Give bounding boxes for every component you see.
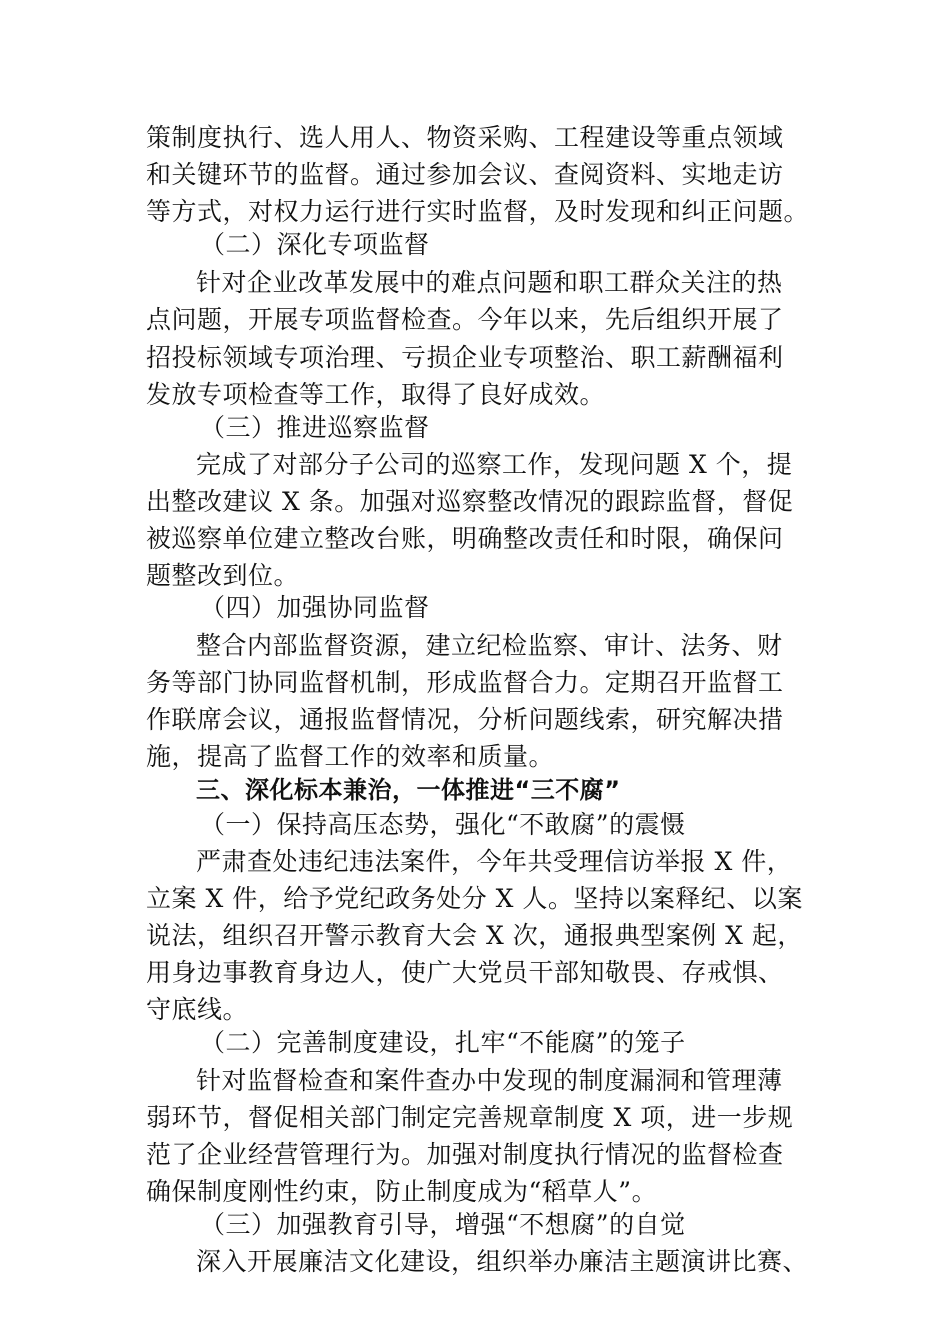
body-text-line: 和关键环节的监督。通过参加会议、查阅资料、实地走访 — [146, 160, 784, 189]
body-text-line: 弱环节，督促相关部门制定完善规章制度 X 项，进一步规 — [146, 1103, 794, 1132]
body-text-line: 立案 X 件，给予党纪政务处分 X 人。坚持以案释纪、以案 — [146, 884, 803, 913]
body-text-line: 作联席会议，通报监督情况，分析问题线索，研究解决措 — [146, 705, 784, 734]
body-text-line: 完成了对部分子公司的巡察工作，发现问题 X 个，提 — [196, 450, 793, 479]
section-heading: （一）保持高压态势，强化“不敢腐”的震慑 — [200, 810, 686, 839]
body-text-line: 深入开展廉洁文化建设，组织举办廉洁主题演讲比赛、 — [196, 1247, 809, 1276]
body-text-line: 等方式，对权力运行进行实时监督，及时发现和纠正问题。 — [146, 197, 810, 226]
body-text-line: 范了企业经营管理行为。加强对制度执行情况的监督检查 — [146, 1140, 784, 1169]
body-text-line: 用身边事教育身边人，使广大党员干部知敬畏、存戒惧、 — [146, 958, 784, 987]
body-text-line: 针对监督检查和案件查办中发现的制度漏洞和管理薄 — [196, 1066, 783, 1095]
section-heading: （三）推进巡察监督 — [200, 413, 430, 442]
section-heading: （三）加强教育引导，增强“不想腐”的自觉 — [200, 1210, 686, 1239]
body-text-line: 务等部门协同监督机制，形成监督合力。定期召开监督工 — [146, 668, 784, 697]
body-text-line: 守底线。 — [146, 995, 249, 1024]
body-text-line: 出整改建议 X 条。加强对巡察整改情况的跟踪监督，督促 — [146, 487, 794, 516]
body-text-line: 被巡察单位建立整改台账，明确整改责任和时限，确保问 — [146, 524, 784, 553]
chapter-heading: 三、深化标本兼治，一体推进“三不腐” — [196, 776, 621, 804]
body-text-line: 策制度执行、选人用人、物资采购、工程建设等重点领域 — [146, 123, 784, 152]
body-text-line: 针对企业改革发展中的难点问题和职工群众关注的热 — [196, 268, 783, 297]
body-text-line: 发放专项检查等工作，取得了良好成效。 — [146, 380, 606, 409]
body-text-line: 施，提高了监督工作的效率和质量。 — [146, 742, 555, 771]
section-heading: （二）深化专项监督 — [200, 230, 430, 259]
body-text-line: 确保制度刚性约束，防止制度成为“稻草人”。 — [146, 1177, 658, 1206]
body-text-line: 严肃查处违纪违法案件，今年共受理信访举报 X 件， — [196, 847, 793, 876]
body-text-line: 整合内部监督资源，建立纪检监察、审计、法务、财 — [196, 631, 783, 660]
section-heading: （四）加强协同监督 — [200, 593, 430, 622]
body-text-line: 招投标领域专项治理、亏损企业专项整治、职工薪酬福利 — [146, 343, 784, 372]
body-text-line: 点问题，开展专项监督检查。今年以来，先后组织开展了 — [146, 305, 784, 334]
body-text-line: 说法，组织召开警示教育大会 X 次，通报典型案例 X 起， — [146, 921, 803, 950]
body-text-line: 题整改到位。 — [146, 561, 300, 590]
section-heading: （二）完善制度建设，扎牢“不能腐”的笼子 — [200, 1028, 686, 1057]
